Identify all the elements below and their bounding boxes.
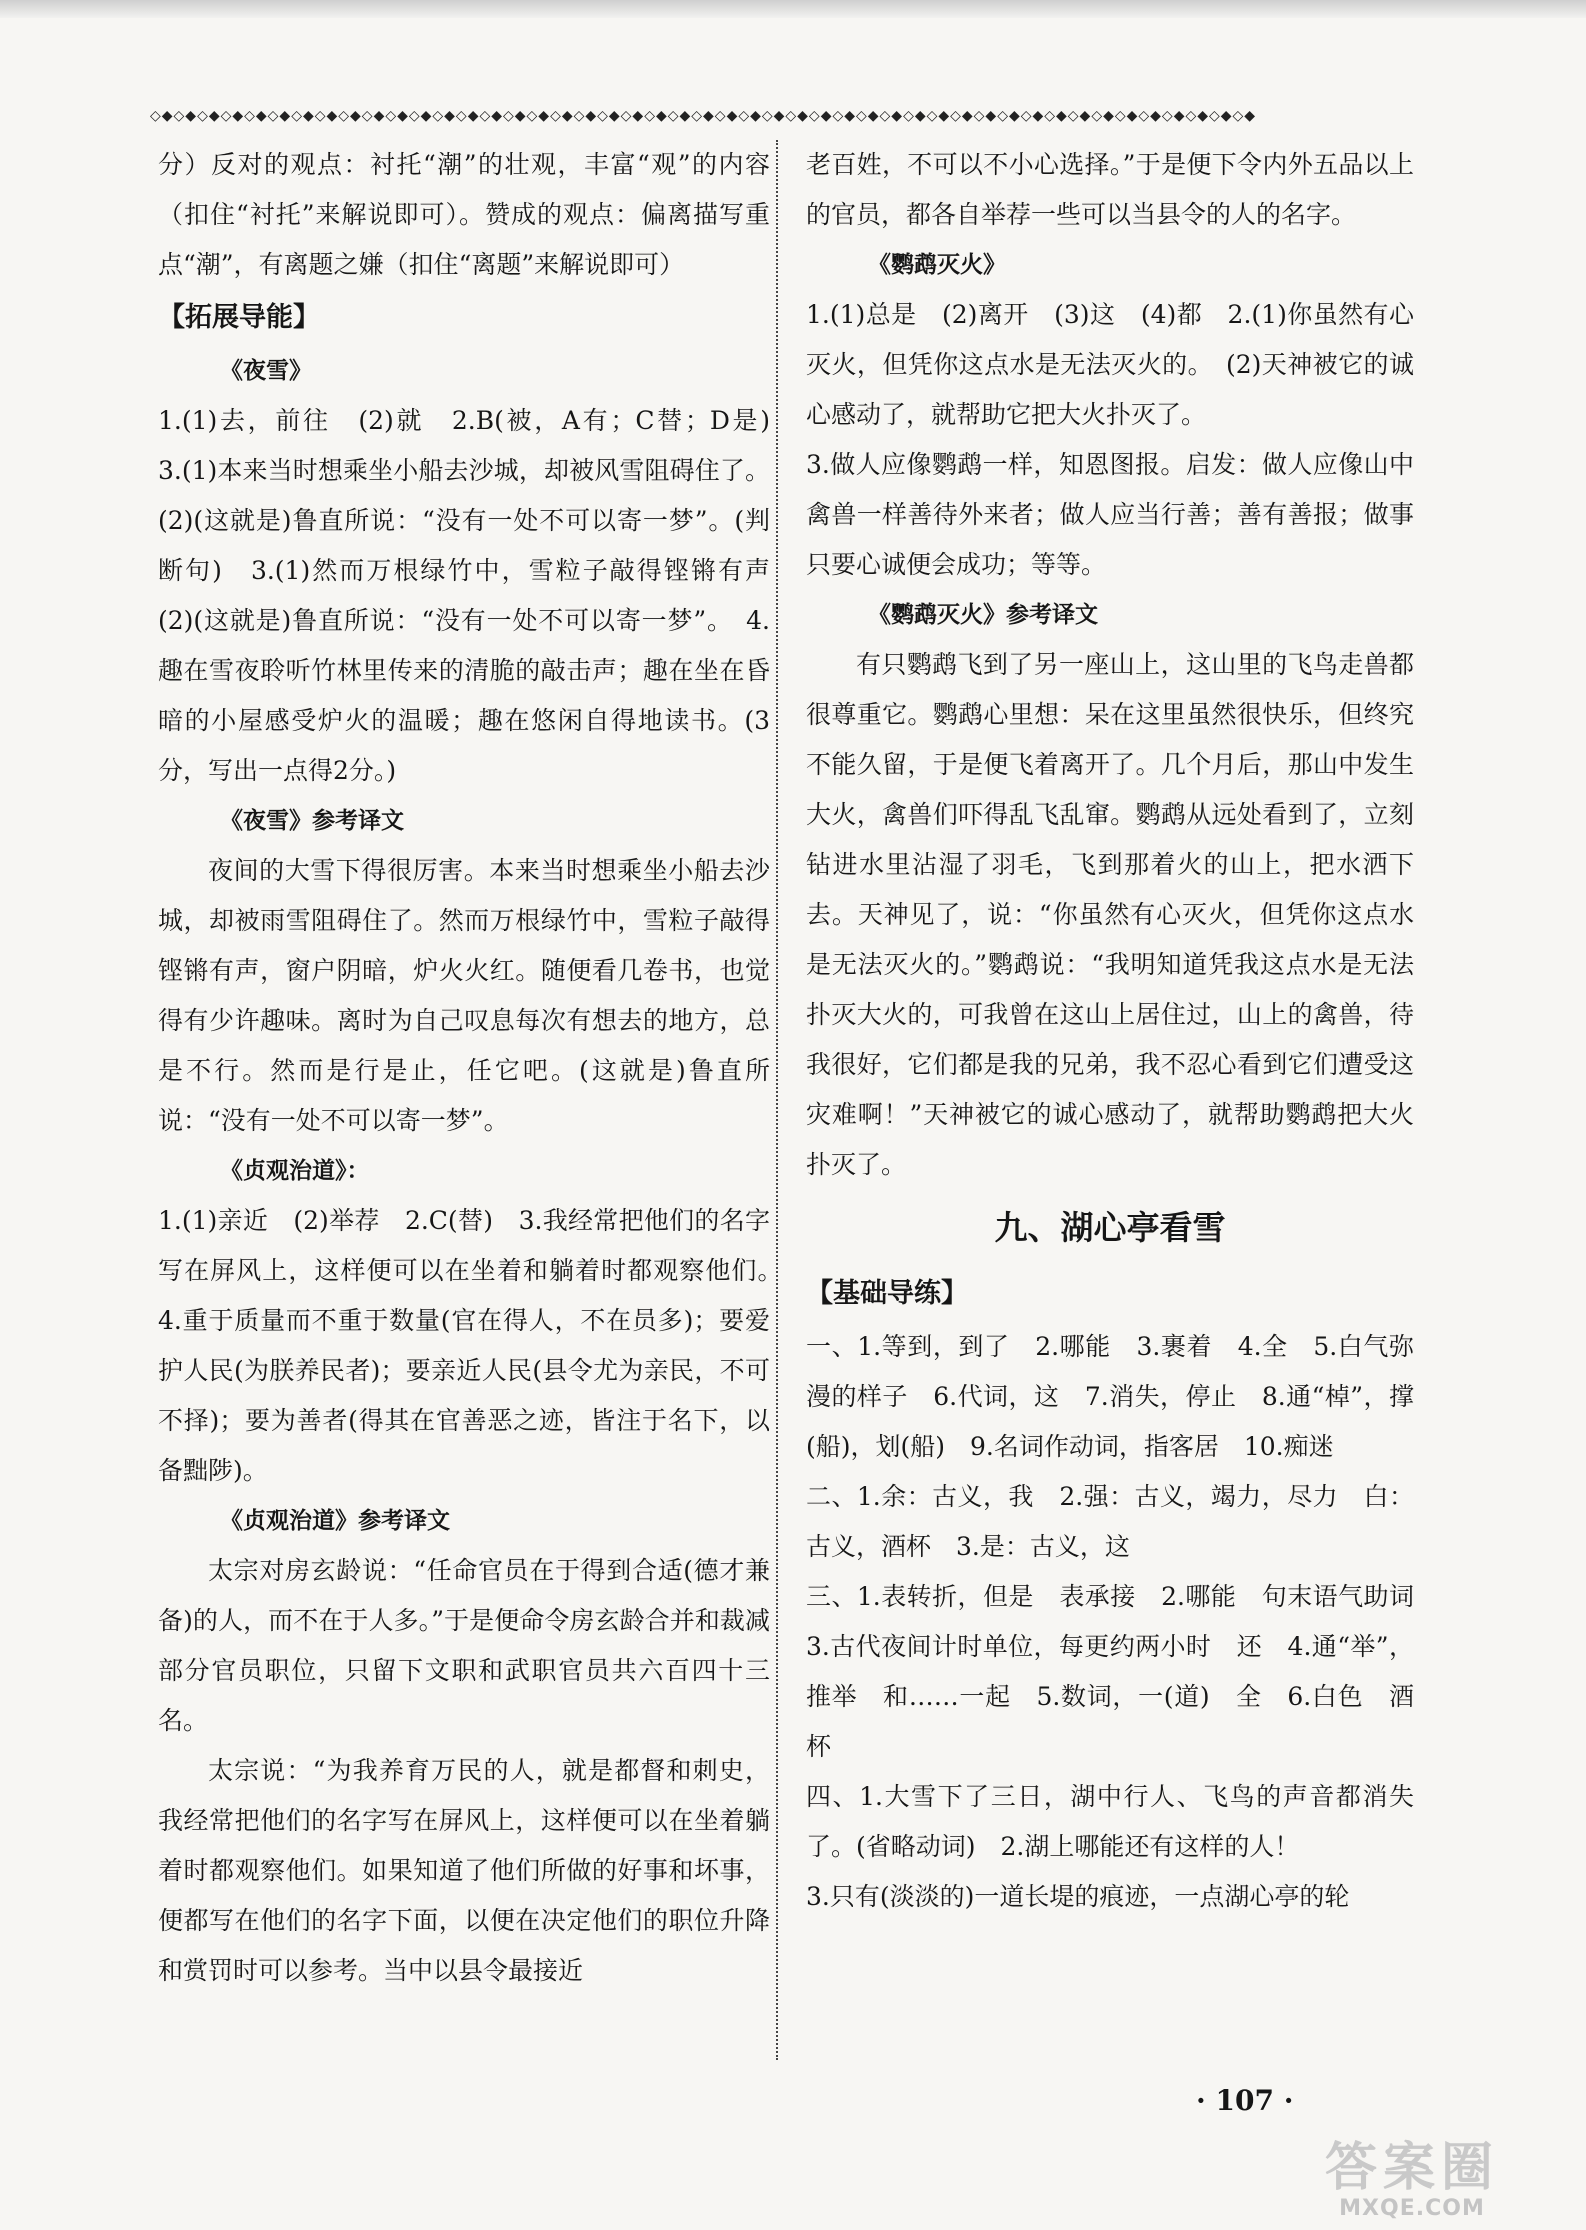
subheading-yingwu: 《鹦鹉灭火》 [868,252,1006,278]
subheading-yingwu-translation: 《鹦鹉灭火》参考译文 [868,602,1098,628]
yexue-translation: 夜间的大雪下得很厉害。本来当时想乘坐小船去沙城，却被雨雪阻碍住了。然而万根绿竹中，雪粒子敲得铿锵有声，窗户阴暗，炉火火红。随便看几卷书，也觉得有少许趣味。离时为自己叹息每次有想去的地方，总是不行。然而是行是止，任它吧。(这就是)鲁直所说：“没有一处不可以寄一梦”。 [158,856,770,1135]
section-heading-basic: 【基础导练】 [806,1278,968,1309]
right-column [806,140,1440,1922]
question-4-answers: 四、1.大雪下了三日，湖中行人、飞鸟的声音都消失了。(省略动词) 2.湖上哪能还有这样的人！ [806,1782,1414,1861]
yexue-answers: 1.(1)去，前往 (2)就 2.B(被，A有；C替；D是) 3.(1)本来当时想乘坐小船去沙城，却被风雪阻碍住了。(2)(这就是)鲁直所说：“没有一处不可以寄一梦”。(判断句) 3.(1)然而万根绿竹中，雪粒子敲得铿锵有声 (2)(这就是)鲁直所说：“没有一处不可以寄一梦”。 4.趣在雪夜聆听竹林里传来的清脆的敲击声；趣在坐在昏暗的小屋感受炉火的温暖；趣在悠闲自得地读书。(3分，写出一点得2分。) [158,406,796,785]
section-heading-extend: 【拓展导能】 [158,302,320,333]
chapter-title: 九、湖心亭看雪 [994,1208,1226,1247]
page-number: · 107 · [1196,2084,1294,2117]
left-column [158,140,796,1996]
subheading-yexue: 《夜雪》 [220,358,312,384]
question-4-part-3: 3.只有(淡淡的)一道长堤的痕迹，一点湖心亭的轮 [806,1882,1350,1911]
subheading-zhenguan-translation: 《贞观治道》参考译文 [220,1508,450,1534]
watermark-text: 答案圈 [1324,2138,1499,2198]
question-3-answers: 三、1.表转折，但是 表承接 2.哪能 句末语气助词 3.古代夜间计时单位，每更约两小时 还 4.通“举”，推举 和……一起 5.数词，一(道) 全 6.白色 酒杯 [806,1582,1440,1761]
question-1-answers: 一、1.等到，到了 2.哪能 3.裹着 4.全 5.白气弥漫的样子 6.代词，这 7.消失，停止 8.通“棹”，撑(船)，划(船) 9.名词作动词，指客居 10.痴迷 [806,1332,1414,1461]
subheading-yexue-translation: 《夜雪》参考译文 [220,808,404,834]
zhenguan-translation-2: 太宗说：“为我养育万民的人，就是都督和刺史，我经常把他们的名字写在屏风上，这样便可以在坐着躺着时都观察他们。如果知道了他们所做的好事和坏事，便都写在他们的名字下面，以便在决定他们的职位升降和赏罚时可以参考。当中以县令最接近 [158,1756,770,1985]
zhenguan-translation-1: 太宗对房玄龄说：“任命官员在于得到合适(德才兼备)的人，而不在于人多。”于是便命令房玄龄合并和裁减部分官员职位，只留下文职和武职官员共六百四十三名。 [158,1556,770,1735]
paragraph-previous-answer: 分）反对的观点：衬托“潮”的壮观，丰富“观”的内容（扣住“衬托”来解说即可）。赞成的观点：偏离描写重点“潮”，有离题之嫌（扣住“离题”来解说即可） [158,150,770,279]
zhenguan-answers: 1.(1)亲近 (2)举荐 2.C(替) 3.我经常把他们的名字写在屏风上，这样便可以在坐着和躺着时都观察他们。 4.重于质量而不重于数量(官在得人，不在员多)；要爱护人民(为朕养民者)；要亲近人民(县令尤为亲民，不可不择)；要为善者(得其在官善恶之迹，皆注于名下，以备黜陟)。 [158,1206,796,1485]
yingwu-question-3: 3.做人应像鹦鹉一样，知恩图报。启发：做人应像山中禽兽一样善待外来者；做人应当行善；善有善报；做事只要心诚便会成功；等等。 [806,450,1414,579]
subheading-zhenguan: 《贞观治道》： [220,1158,370,1184]
column-divider [776,140,778,2060]
yingwu-answers: 1.(1)总是 (2)离开 (3)这 (4)都 2.(1)你虽然有心灭火，但凭你这点水是无法灭火的。 (2)天神被它的诚心感动了，就帮助它把大火扑灭了。 [806,300,1414,429]
zhenguan-translation-continued: 老百姓，不可以不小心选择。”于是便下令内外五品以上的官员，都各自举荐一些可以当县令的人的名字。 [806,150,1414,229]
question-2-answers: 二、1.余：古义，我 2.强：古义，竭力，尽力 白：古义，酒杯 3.是：古义，这 [806,1482,1414,1561]
ornamental-border [150,108,1450,126]
yingwu-translation: 有只鹦鹉飞到了另一座山上，这山里的飞鸟走兽都很尊重它。鹦鹉心里想：呆在这里虽然很快乐，但终究不能久留，于是便飞着离开了。几个月后，那山中发生大火，禽兽们吓得乱飞乱窜。鹦鹉从远处看到了，立刻钻进水里沾湿了羽毛，飞到那着火的山上，把水洒下去。天神见了，说：“你虽然有心灭火，但凭你这点水是无法灭火的。”鹦鹉说：“我明知道凭我这点水是无法扑灭大火的，可我曾在这山上居住过，山上的禽兽，待我很好，它们都是我的兄弟，我不忍心看到它们遭受这灾难啊！”天神被它的诚心感动了，就帮助鹦鹉把大火扑灭了。 [806,650,1414,1179]
watermark-url: MXQE.COM [1339,2196,1485,2221]
scan-top-edge [0,0,1586,18]
watermark-logo [1262,2140,1562,2226]
